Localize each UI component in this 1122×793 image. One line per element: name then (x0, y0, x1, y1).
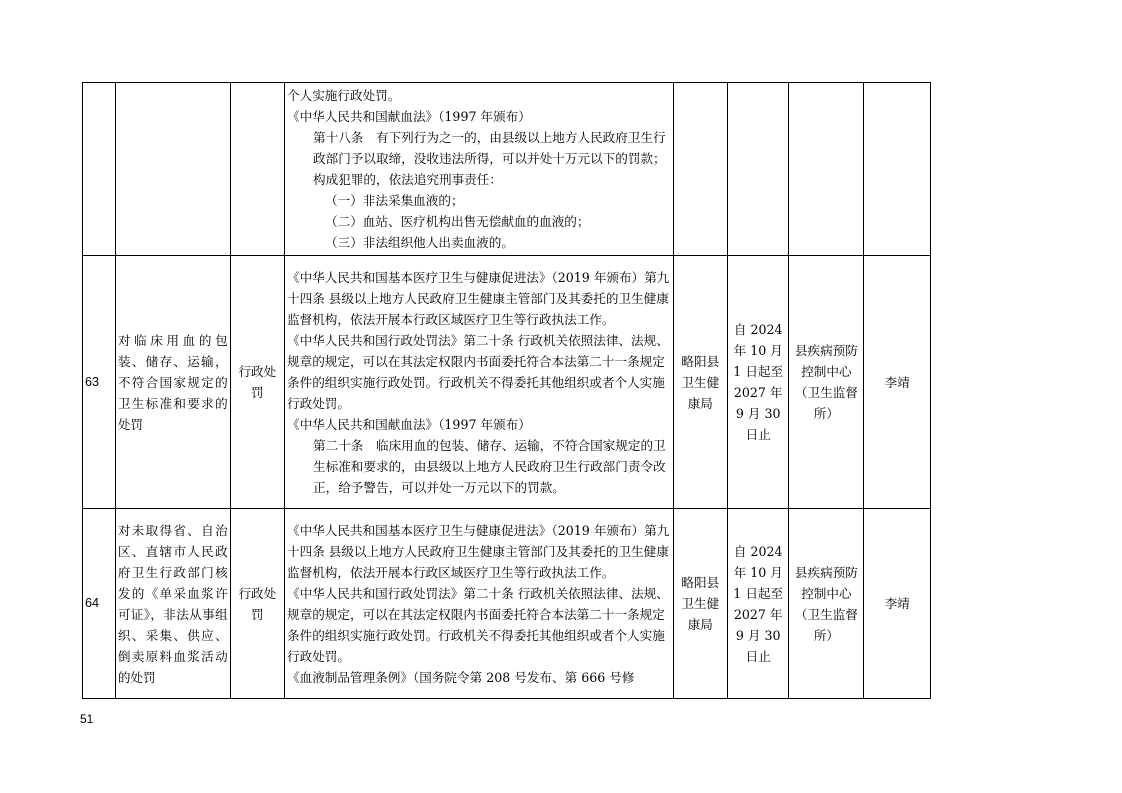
legal-basis-paragraph: 《中华人民共和国献血法》（1997 年颁布） (287, 416, 531, 432)
responsible-person (864, 83, 931, 256)
entrustment-period: 自 2024 年 10 月 1 日起至 2027 年 9 月 30 日止 (727, 509, 789, 699)
entrustment-period (727, 83, 789, 256)
entrusted-agency: 县疾病预防控制中心（卫生监督所） (789, 509, 864, 699)
legal-basis (285, 83, 674, 256)
table-row (83, 509, 931, 699)
entrusted-agency: 县疾病预防控制中心（卫生监督所） (789, 256, 864, 509)
penalty-item (115, 83, 230, 256)
legal-basis-paragraph: （三）非法组织他人出卖血液的。 (325, 235, 514, 250)
penalty-item: 对未取得省、自治区、直辖市人民政府卫生行政部门核发的《单采血浆许可证》，非法从事组织、采集、供应、倒卖原料血浆活动的处罚 (115, 509, 230, 699)
entrusting-agency: 略阳县卫生健康局 (673, 509, 727, 699)
table-body (83, 83, 931, 699)
legal-basis-paragraph: 第十八条 有下列行为之一的，由县级以上地方人民政府卫生行政部门予以取缔，没收违法所得，可以并处十万元以下的罚款；构成犯罪的，依法追究刑事责任： (313, 130, 666, 187)
legal-basis-paragraph: （二）血站、医疗机构出售无偿献血的血液的； (325, 214, 590, 229)
penalty-category: 行政处罚 (230, 509, 284, 699)
legal-basis-paragraph: 《中华人民共和国基本医疗卫生与健康促进法》（2019 年颁布）第九十四条 县级以上地方人民政府卫生健康主管部门及其委托的卫生健康监督机构，依法开展本行政区域医疗卫生等行政执法工作。 (287, 522, 670, 580)
legal-basis-paragraph: 《中华人民共和国献血法》（1997 年颁布） (287, 109, 531, 124)
legal-basis-paragraph: 《中华人民共和国行政处罚法》第二十条 行政机关依照法律、法规、规章的规定，可以在其法定权限内书面委托符合本法第二十一条规定条件的组织实施行政处罚。行政机关不得委托其他组织或者个人实施行政处罚。 (287, 585, 669, 664)
legal-basis-paragraph: （一）非法采集血液的； (325, 193, 464, 208)
penalty-item: 对临床用血的包装、储存、运输，不符合国家规定的卫生标准和要求的处罚 (115, 256, 230, 509)
penalty-category: 行政处罚 (230, 256, 284, 509)
entrusted-agency (789, 83, 864, 256)
legal-basis-paragraph: 《中华人民共和国基本医疗卫生与健康促进法》（2019 年颁布）第九十四条 县级以上地方人民政府卫生健康主管部门及其委托的卫生健康监督机构，依法开展本行政区域医疗卫生等行政执法工作。 (287, 269, 670, 327)
legal-basis-paragraph: 第二十条 临床用血的包装、储存、运输，不符合国家规定的卫生标准和要求的，由县级以上地方人民政府卫生行政部门责令改正，给予警告，可以并处一万元以下的罚款。 (313, 437, 666, 495)
legal-basis (285, 256, 674, 509)
legal-basis-paragraph: 个人实施行政处罚。 (287, 88, 401, 103)
entrustment-period: 自 2024 年 10 月 1 日起至 2027 年 9 月 30 日止 (727, 256, 789, 509)
responsible-person: 李靖 (864, 256, 931, 509)
enforcement-table (82, 82, 931, 699)
row-number: 64 (83, 509, 116, 699)
penalty-category (230, 83, 284, 256)
responsible-person: 李靖 (864, 509, 931, 699)
table-row (83, 83, 931, 256)
row-number: 63 (83, 256, 116, 509)
legal-basis (285, 509, 674, 699)
entrusting-agency: 略阳县卫生健康局 (673, 256, 727, 509)
entrusting-agency (673, 83, 727, 256)
page-number: 51 (80, 712, 94, 726)
row-number (83, 83, 116, 256)
table-row (83, 256, 931, 509)
legal-basis-paragraph: 《中华人民共和国行政处罚法》第二十条 行政机关依照法律、法规、规章的规定，可以在其法定权限内书面委托符合本法第二十一条规定条件的组织实施行政处罚。行政机关不得委托其他组织或者个人实施行政处罚。 (287, 332, 669, 411)
legal-basis-paragraph: 《血液制品管理条例》（国务院令第 208 号发布、第 666 号修 (287, 669, 635, 685)
